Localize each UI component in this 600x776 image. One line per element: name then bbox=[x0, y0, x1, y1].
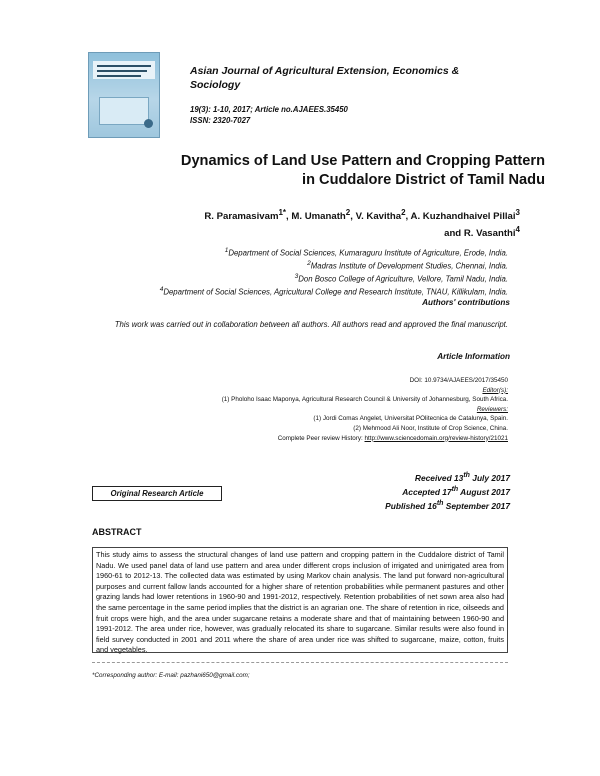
author-line-1: R. Paramasivam$^{1*}$, M. Umanath$^2$, V. Kavitha$^2$, A. Kuzhandhaivel Pillai$^3$ bbox=[204, 208, 520, 223]
journal-cover-image bbox=[88, 52, 160, 138]
journal-name: Asian Journal of Agricultural Extension, Economics & Sociology bbox=[190, 65, 460, 91]
published-date: Published 16th September 2017 bbox=[385, 499, 510, 511]
issn: ISSN: 2320-7027 bbox=[190, 116, 251, 125]
publication-dates bbox=[300, 470, 510, 511]
doi: DOI: 10.9734/AJAEES/2017/35450 bbox=[409, 377, 508, 384]
author-sup: 2 bbox=[345, 208, 351, 217]
accepted-date: Accepted 17th August 2017 bbox=[402, 485, 510, 497]
received-date: Received 13th July 2017 bbox=[414, 472, 510, 483]
author-list bbox=[60, 206, 520, 240]
author-name: M. Umanath bbox=[291, 211, 346, 223]
article-type-label: Original Research Article bbox=[92, 486, 222, 501]
review-history-link[interactable]: http://www.sciencedomain.org/review-history/21021 bbox=[364, 434, 508, 442]
author-line-2 bbox=[60, 223, 520, 240]
author-sup: 4 bbox=[515, 225, 520, 235]
author-sup: 2 bbox=[401, 208, 406, 217]
article-info-heading: Article Information bbox=[437, 352, 510, 361]
author-sup: 1* bbox=[278, 208, 287, 217]
reviewer: (1) Jordi Comas Angelet, Universitat POlitecnica de Catalunya, Spain. bbox=[313, 415, 508, 423]
author-name: A. Kuzhandhaivel Pillai bbox=[410, 211, 516, 223]
editor: (1) Pholoho Isaac Maponya, Agricultural Research Council & University of Johannesburg, South Africa. bbox=[221, 396, 508, 404]
reviewer: (2) Mehmood Ali Noor, Institute of Crop Science, China. bbox=[353, 424, 508, 432]
paper-title bbox=[60, 152, 545, 190]
issue-line: 19(3): 1-10, 2017; Article no.AJAEES.35450 bbox=[190, 105, 348, 114]
reviewers-label: Reviewers: bbox=[476, 405, 508, 413]
author-name: and R. Vasanthi bbox=[444, 228, 516, 240]
title-line-1: Dynamics of Land Use Pattern and Cropping Pattern bbox=[180, 153, 545, 169]
editor-label: Editor(s): bbox=[482, 386, 508, 394]
abstract-text: This study aims to assess the structural changes of land use pattern and cropping pattern in the Cuddalore district of Tamil Nadu. We used panel data of land use pattern and area under different crops inclusion of irrigated and unirrigated area from 1960-61 to 2012-13. The collected data was estimated by using Markov chain analysis. The land put forward non-agricultural purposes and current fallow lands accounted for a higher share of retention probabilities while permanent pastures and other grazing lands had lower retentions in 1960-90 and 1991-2012, respectively. Retention probabilities of net sown area also had the same percentage in the same period implies that the district is an agrarian one. The share of retention in rice, oilseeds and fruit crops were high, and the area under sugarcane retains a moderate share and that of maintaining between 1960-90 and 1991-2012. The area under rice, however, was gradually relocated its share to sugarcane. Similar results were also found in field survey conducted in 2001 and 2011 where the share of area under rice was shifted to sugarcane, maize, cotton, fruits and vegetables. bbox=[92, 547, 508, 653]
cover-graphic bbox=[99, 97, 149, 125]
abstract-heading: ABSTRACT bbox=[92, 527, 142, 537]
cover-publisher-logo bbox=[144, 119, 153, 128]
footer-rule bbox=[92, 662, 508, 663]
corresponding-author: *Corresponding author: E-mail: pazhani650@gmail.com; bbox=[92, 672, 250, 679]
affiliation: $^2$Madras Institute of Development Studies, Chennai, India. bbox=[307, 260, 508, 271]
contributions-heading: Authors' contributions bbox=[422, 298, 510, 307]
affiliation: $^3$Don Bosco College of Agriculture, Vellore, Tamil Nadu, India. bbox=[294, 273, 508, 284]
affiliation: $^1$Department of Social Sciences, Kumaraguru Institute of Agriculture, Erode, India. bbox=[224, 247, 508, 258]
issue-info bbox=[190, 104, 348, 126]
title-line-2: in Cuddalore District of Tamil Nadu bbox=[302, 172, 545, 188]
contributions-text: This work was carried out in collaboration between all authors. All authors read and approved the final manuscript. bbox=[114, 320, 508, 329]
author-name: R. Paramasivam bbox=[204, 211, 279, 223]
affiliation: $^4$Department of Social Sciences, Agricultural College and Research Institute, TNAU, Killikulam, India. bbox=[159, 286, 508, 297]
review-history: Complete Peer review History: http://www.sciencedomain.org/review-history/21021 bbox=[277, 434, 508, 442]
article-info bbox=[40, 376, 508, 443]
author-name: V. Kavitha bbox=[355, 211, 402, 223]
affiliations bbox=[40, 246, 508, 298]
author-sup: 3 bbox=[515, 208, 520, 217]
